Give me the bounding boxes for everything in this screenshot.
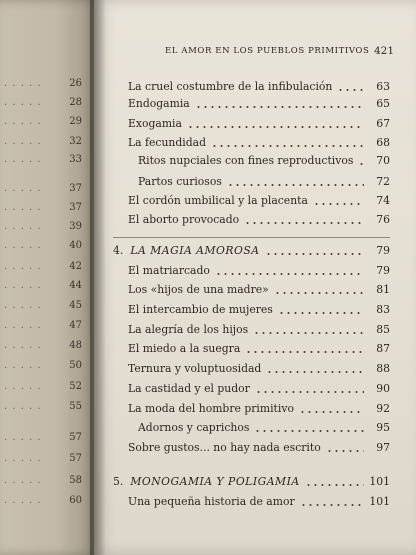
left-page-number: 57	[69, 432, 82, 443]
chapter-number: 4.	[113, 244, 124, 257]
left-page-number: 44	[69, 280, 82, 291]
left-toc-row: . . . . . 45	[4, 300, 82, 311]
left-toc-row: . . . . . 26	[4, 78, 82, 89]
left-toc-row: . . . . . 58	[4, 475, 82, 486]
toc-entry-title: Adornos y caprichos	[138, 421, 250, 434]
toc-entry-page: 76	[376, 213, 390, 226]
left-page-number: 58	[69, 475, 82, 486]
toc-entry-page: 83	[376, 303, 390, 316]
left-page-number: 57	[69, 453, 82, 464]
toc-entry-page: 92	[376, 402, 390, 415]
left-toc-row: . . . . . 32	[4, 136, 82, 147]
left-page-number: 32	[69, 136, 82, 147]
toc-entry-title: El matriarcado	[128, 264, 210, 277]
left-toc-row: . . . . . 55	[4, 401, 82, 412]
left-page-number: 37	[69, 183, 82, 194]
toc-entry	[138, 174, 390, 190]
toc-entry-title: Partos curiosos	[138, 175, 222, 188]
running-head	[165, 44, 390, 58]
toc-entry-title: Ternura y voluptuosidad	[128, 362, 262, 375]
toc-entry-title: La cruel costumbre de la infibulación	[128, 80, 333, 93]
toc-entry-page: 88	[376, 362, 390, 375]
toc-entry-page: 74	[376, 194, 390, 207]
toc-entry	[128, 96, 390, 112]
chapter-title: MONOGAMIA Y POLIGAMIA	[130, 475, 300, 488]
toc-entry	[128, 401, 390, 417]
toc-entry	[128, 212, 390, 228]
toc-entry-title: La alegría de los hijos	[128, 323, 249, 336]
toc-entry-title: Endogamia	[128, 97, 190, 110]
left-page	[0, 0, 96, 555]
left-page-number: 47	[69, 320, 82, 331]
left-toc-row: . . . . . 40	[4, 240, 82, 251]
left-toc-row: . . . . . 37	[4, 202, 82, 213]
toc-entry	[128, 116, 390, 132]
left-page-number: 60	[69, 495, 82, 506]
toc-entry-title: Los «hijos de una madre»	[128, 283, 269, 296]
toc-entry-title: Una pequeña historia de amor	[128, 495, 295, 508]
toc-entry-page: 70	[376, 154, 390, 167]
left-toc-row: . . . . . 60	[4, 495, 82, 506]
left-toc-row: . . . . . 28	[4, 97, 82, 108]
left-page-number: 50	[69, 360, 82, 371]
toc-entry	[128, 79, 390, 95]
book-gutter	[90, 0, 106, 555]
toc-entry-title: El intercambio de mujeres	[128, 303, 273, 316]
toc-entry-page: 95	[376, 421, 390, 434]
running-head-title: EL AMOR EN LOS PUEBLOS PRIMITIVOS	[165, 46, 370, 56]
left-page-number: 42	[69, 261, 82, 272]
left-page-number: 28	[69, 97, 82, 108]
chapter-title: LA MAGIA AMOROSA	[130, 244, 260, 257]
left-page-number: 52	[69, 381, 82, 392]
left-toc-row: . . . . . 47	[4, 320, 82, 331]
toc-entry-page: 65	[376, 97, 390, 110]
toc-entry	[138, 153, 390, 169]
left-toc-row: . . . . . 37	[4, 183, 82, 194]
toc-entry-title: El cordón umbilical y la placenta	[128, 194, 308, 207]
chapter-number: 5.	[113, 475, 124, 488]
left-page-number: 33	[69, 154, 82, 165]
toc-entry-page: 68	[376, 136, 390, 149]
left-page-number: 40	[69, 240, 82, 251]
toc-entry-page: 85	[376, 323, 390, 336]
toc-entry	[128, 263, 390, 279]
toc-entry-title: La fecundidad	[128, 136, 207, 149]
left-toc-row: . . . . . 42	[4, 261, 82, 272]
toc-entry	[128, 361, 390, 377]
toc-entry	[128, 440, 390, 456]
toc-entry	[128, 341, 390, 357]
toc-entry-title: Ritos nupciales con fines reproductivos	[138, 154, 354, 167]
toc-entry-page: 67	[376, 117, 390, 130]
toc-entry	[128, 282, 390, 298]
toc-entry-page: 101	[369, 475, 390, 488]
page-number: 421	[373, 45, 394, 57]
left-toc-row: . . . . . 29	[4, 116, 82, 127]
left-page-number: 48	[69, 340, 82, 351]
toc-entry-page: 79	[376, 244, 390, 257]
left-toc-row: . . . . . 39	[4, 221, 82, 232]
left-page-number: 26	[69, 78, 82, 89]
toc-entry-page: 81	[376, 283, 390, 296]
toc-chapter-heading	[113, 243, 390, 259]
left-toc-row: . . . . . 52	[4, 381, 82, 392]
toc-entry	[138, 420, 390, 436]
toc-entry-title: Exogamia	[128, 117, 182, 130]
toc-entry-page: 79	[376, 264, 390, 277]
toc-entry-title: El aborto provocado	[128, 213, 240, 226]
toc-entry-title: La moda del hombre primitivo	[128, 402, 294, 415]
toc-entry	[128, 135, 390, 151]
left-page-number: 37	[69, 202, 82, 213]
toc-entry	[128, 322, 390, 338]
left-toc-row: . . . . . 33	[4, 154, 82, 165]
toc-entry-title: El miedo a la suegra	[128, 342, 241, 355]
toc-entry-page: 90	[376, 382, 390, 395]
left-page-number: 45	[69, 300, 82, 311]
toc-entry	[128, 302, 390, 318]
section-divider	[113, 237, 390, 238]
toc-entry-page: 72	[376, 175, 390, 188]
toc-entry	[128, 494, 390, 510]
toc-entry-page: 101	[369, 495, 390, 508]
left-page-number: 29	[69, 116, 82, 127]
toc-entry	[128, 193, 390, 209]
toc-entry-page: 97	[376, 441, 390, 454]
left-page-number: 39	[69, 221, 82, 232]
left-toc-row: . . . . . 57	[4, 432, 82, 443]
left-toc-row: . . . . . 44	[4, 280, 82, 291]
toc-entry	[128, 381, 390, 397]
left-page-number: 55	[69, 401, 82, 412]
left-toc-row: . . . . . 50	[4, 360, 82, 371]
left-toc-row: . . . . . 57	[4, 453, 82, 464]
toc-entry-page: 87	[376, 342, 390, 355]
toc-entry-title: Sobre gustos... no hay nada escrito	[128, 441, 321, 454]
left-toc-row: . . . . . 48	[4, 340, 82, 351]
toc-entry-title: La castidad y el pudor	[128, 382, 250, 395]
toc-chapter-heading	[113, 474, 390, 490]
toc-entry-page: 63	[376, 80, 390, 93]
